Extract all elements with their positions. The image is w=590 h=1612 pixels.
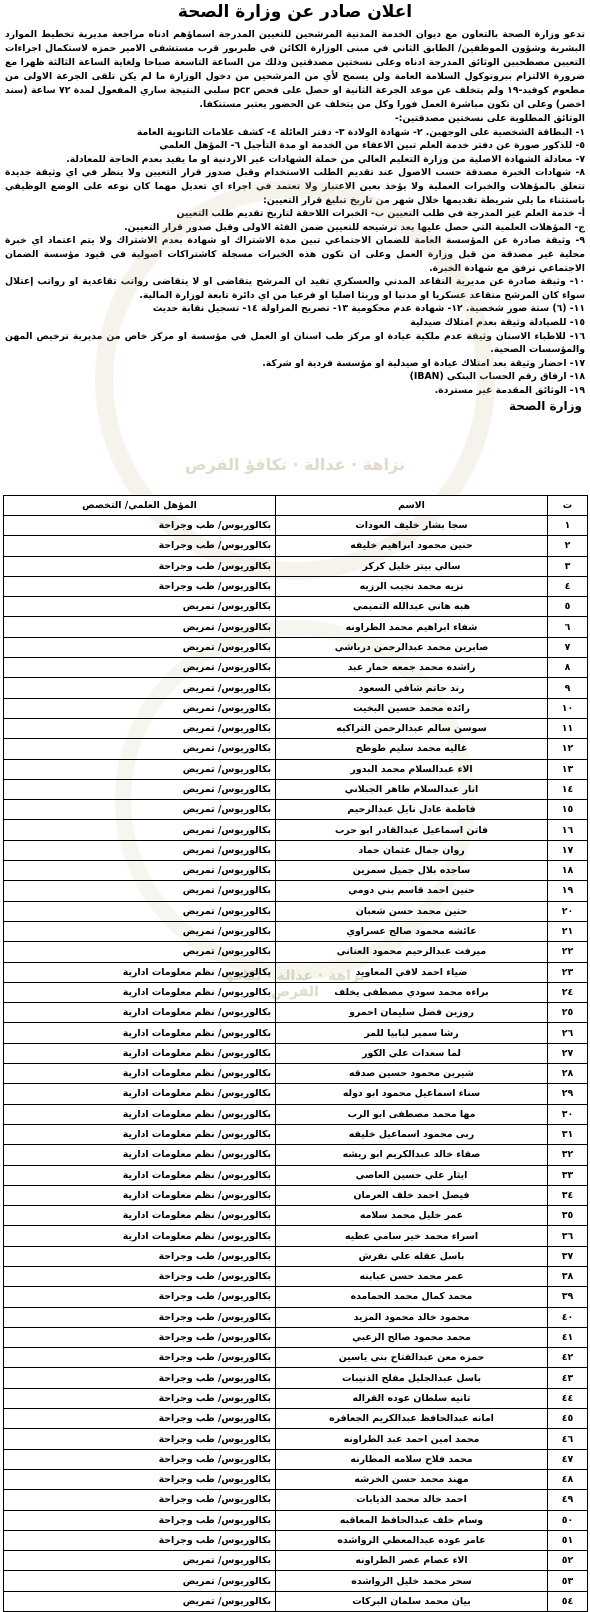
table-row [4, 1064, 588, 1084]
candidate-qualification: بكالوريوس/ طب وجراحة [4, 1348, 276, 1368]
table-row [4, 820, 588, 840]
table-row [4, 800, 588, 820]
documents-list [5, 126, 585, 398]
row-number: ٦ [548, 617, 588, 637]
row-number: ٥٢ [548, 1551, 588, 1571]
table-row [4, 1591, 588, 1611]
candidate-name: محمد امين احمد عبد الطراونه [276, 1429, 548, 1449]
document-item: ١٨- ارفاق رقم الحساب البنكي (IBAN) [409, 371, 585, 383]
ministry-label: وزارة الصحة [508, 399, 582, 414]
candidate-qualification: بكالوريوس/ طب وجراحة [4, 576, 276, 596]
row-number: ١٨ [548, 861, 588, 881]
candidate-qualification: بكالوريوس/ نظم معلومات ادارية [4, 1003, 276, 1023]
candidates-table [3, 495, 588, 1612]
candidate-name: غاليه محمد سليم طوطح [276, 739, 548, 759]
table-row [4, 739, 588, 759]
document-item: ١٠- وثيقة صادرة عن مديرية التقاعد المدني والعسكري تفيد ان المرشح يتقاضى او لا يتقاضى رواتب تقاعدية او رواتب إعتلال سواء كان المرشح متقاعد عسكريا او مدنيا او وريثا اصليا او فرعيا من اي دائرة تابعة لوزارة المالية. [5, 276, 585, 301]
candidate-qualification: بكالوريوس/ نظم معلومات ادارية [4, 1165, 276, 1185]
candidate-qualification: بكالوريوس/ طب وجراحة [4, 1246, 276, 1266]
table-row [4, 779, 588, 799]
table-row [4, 576, 588, 596]
candidate-name: عائشه محمود صالح عسراوي [276, 921, 548, 941]
document-item: ٩- وثيقة صادرة عن المؤسسة العامة للضمان الاجتماعي تبين مدة الاشتراك او شهادة بعدم الاشتراك ولا يتم اعتماد اي خبرة محلية غير مصدقة من قبل وزارة العمل وعلى ان تكون هذه الخبرات مسجلة كاشتراكات اصولية في قيود مؤسسة الضمان الاجتماعي ترفق مع شهادة الخبرة. [5, 235, 585, 274]
table-row [4, 1469, 588, 1489]
candidate-qualification: بكالوريوس/ تمريض [4, 617, 276, 637]
row-number: ٣٠ [548, 1104, 588, 1124]
row-number: ١٦ [548, 820, 588, 840]
row-number: ٩ [548, 678, 588, 698]
candidate-name: لما سعدات علي الكور [276, 1043, 548, 1063]
candidate-qualification: بكالوريوس/ تمريض [4, 718, 276, 738]
candidate-qualification: بكالوريوس/ تمريض [4, 779, 276, 799]
candidate-name: سالي بيتر خليل كركر [276, 556, 548, 576]
table-row [4, 942, 588, 962]
row-number: ١ [548, 516, 588, 536]
table-row [4, 1206, 588, 1226]
row-number: ٤٧ [548, 1449, 588, 1469]
document-item: ٥- للذكور صورة عن دفتر خدمة العلم تبين الاعفاء من الخدمة او مدة التأجيل ٦- المؤهل العلمي [159, 140, 585, 152]
candidate-name: باسل عبدالجليل مفلح الذنيبات [276, 1368, 548, 1388]
candidate-qualification: بكالوريوس/ نظم معلومات ادارية [4, 1043, 276, 1063]
candidate-name: محمد فلاح سلامه المطارنه [276, 1449, 548, 1469]
row-number: ٤٥ [548, 1409, 588, 1429]
candidate-qualification: بكالوريوس/ تمريض [4, 739, 276, 759]
table-row [4, 901, 588, 921]
candidate-name: حنين احمد قاسم بني دومي [276, 881, 548, 901]
row-number: ٣٣ [548, 1165, 588, 1185]
candidate-name: براءه محمد سودي مصطفى يخلف [276, 982, 548, 1002]
row-number: ٢٥ [548, 1003, 588, 1023]
intro-paragraph: تدعو وزارة الصحة بالتعاون مع ديوان الخدمة المدنية المرشحين للتعيين المدرجة اسماؤهم ادناه مراجعة مديرية تخطيط الموارد البشرية وشؤون الموظفين/ الطابق الثاني في مبنى الوزارة الكائن في طبربور قرب مستشفى الامير حمزه لاستكمال اجراءات التعيين مصطحبين الوثائق المدرجة ادناه وعلى نسختين مصدقتين وذلك من الساعة التاسعة صباحا ولغاية الساعة الثالثة ظهرا مع ضرورة الالتزام ببروتوكول السلامة العامة ولن يسمح لأي من المرشحين من دخول الوزارة ما لم يكن تلقى الجرعة الاولى من مطعوم كوفيد-١٩ ولم يتخلف عن موعد الجرعة الثانية او حصل على فحص pcr سلبي النتيجة ساري المفعول لمدة ٧٢ ساعة (سند اخضر) وعلى ان تكون مباشرة العمل فورا وكل من يتخلف عن الحضور يعتبر مستنكفا. [5, 29, 585, 110]
candidate-name: عامر عوده عبدالمعطي الرواشده [276, 1530, 548, 1550]
candidate-qualification: بكالوريوس/ تمريض [4, 678, 276, 698]
candidate-name: انار عبدالسلام طاهر الجبلاني [276, 779, 548, 799]
row-number: ٤٢ [548, 1348, 588, 1368]
candidate-qualification: بكالوريوس/ طب وجراحة [4, 1490, 276, 1510]
candidate-name: الاء عصام عصر الطراونه [276, 1551, 548, 1571]
row-number: ٣٦ [548, 1226, 588, 1246]
row-number: ٢ [548, 536, 588, 556]
candidate-qualification: بكالوريوس/ تمريض [4, 800, 276, 820]
candidate-qualification: بكالوريوس/ تمريض [4, 637, 276, 657]
required-documents [5, 112, 585, 397]
table-row [4, 637, 588, 657]
candidate-qualification: بكالوريوس/ نظم معلومات ادارية [4, 1104, 276, 1124]
candidate-name: حنين محمد حسن شعبان [276, 901, 548, 921]
candidate-name: رشا سمير لبابيا للمر [276, 1023, 548, 1043]
watermark-slogan: نزاهة · عدالة · تكافؤ الفرص [185, 455, 405, 474]
candidate-qualification: بكالوريوس/ طب وجراحة [4, 1449, 276, 1469]
table-row [4, 861, 588, 881]
table-row [4, 1104, 588, 1124]
table-row [4, 556, 588, 576]
row-number: ٢٢ [548, 942, 588, 962]
row-number: ٨ [548, 658, 588, 678]
candidate-name: الاء عبدالسلام محمد البدور [276, 759, 548, 779]
candidate-qualification: بكالوريوس/ طب وجراحة [4, 1510, 276, 1530]
candidate-name: مها محمد مصطفى ابو الرب [276, 1104, 548, 1124]
candidate-name: رند حاتم شافي السعود [276, 678, 548, 698]
row-number: ٣٢ [548, 1145, 588, 1165]
candidate-qualification: بكالوريوس/ طب وجراحة [4, 1388, 276, 1408]
candidate-name: صابرين محمد عبدالرحمن درباشي [276, 637, 548, 657]
table-row [4, 1226, 588, 1246]
candidate-qualification: بكالوريوس/ نظم معلومات ادارية [4, 1185, 276, 1205]
candidate-qualification: بكالوريوس/ تمريض [4, 698, 276, 718]
table-row [4, 1307, 588, 1327]
row-number: ٢٦ [548, 1023, 588, 1043]
table-row [4, 921, 588, 941]
row-number: ٤٦ [548, 1429, 588, 1449]
table-row [4, 1327, 588, 1347]
candidate-name: فاطمة عادل نايل عبدالرحيم [276, 800, 548, 820]
row-number: ١١ [548, 718, 588, 738]
table-row [4, 1510, 588, 1530]
candidate-name: سجا بشار خليف العودات [276, 516, 548, 536]
candidate-name: امانه عبدالحافظ عبدالكريم الجعافره [276, 1409, 548, 1429]
candidate-qualification: بكالوريوس/ تمريض [4, 881, 276, 901]
candidate-name: رائده محمد حسين البخيت [276, 698, 548, 718]
candidate-name: ضياء احمد لافي المعاويد [276, 962, 548, 982]
document-item: ١١- (٦) ستة صور شخصية. ١٢- شهادة عدم محكومية ١٣- تصريح المزاولة ١٤- تسجيل نقابة حديث [152, 303, 585, 315]
document-item: ٨- شهادات الخبرة مصدقة حسب الاصول عند تقديم الطلب الاستخدام وقبل صدور قرار التعيين ولا ينظر في اي وثيقة جديدة تتعلق بالمؤهلات والخبرات العملية ولا يؤخذ بعين الاعتبار ولا تعتمد في اجراء اي تعديل مهما كان نوعه على الوضع الوظيفي باستثناء ما يلي شريطة تقديمها خلال شهر من تاريخ تبليغ قرار التعيين: [5, 167, 585, 206]
row-number: ٥٤ [548, 1591, 588, 1611]
candidate-qualification: بكالوريوس/ تمريض [4, 901, 276, 921]
document-item: ١٥- للصيادلة وثيقة بعدم امتلاك صيدلية [410, 316, 585, 328]
row-number: ٢٣ [548, 962, 588, 982]
header-qualification: المؤهل العلمي/ التخصص [4, 496, 276, 516]
candidate-name: سحر محمد خليل الرواشده [276, 1571, 548, 1591]
candidate-name: وسام خلف عبدالحافظ المعاقبه [276, 1510, 548, 1530]
candidate-qualification: بكالوريوس/ طب وجراحة [4, 1327, 276, 1347]
row-number: ٥ [548, 597, 588, 617]
row-number: ٤٩ [548, 1490, 588, 1510]
candidate-qualification: بكالوريوس/ تمريض [4, 1551, 276, 1571]
candidate-name: محمد محمود صالح الزعبي [276, 1327, 548, 1347]
candidate-qualification: بكالوريوس/ تمريض [4, 861, 276, 881]
row-number: ١٩ [548, 881, 588, 901]
table-row [4, 1530, 588, 1550]
table-row [4, 1348, 588, 1368]
table-row [4, 617, 588, 637]
row-number: ٣١ [548, 1124, 588, 1144]
table-row [4, 1145, 588, 1165]
candidate-qualification: بكالوريوس/ نظم معلومات ادارية [4, 1124, 276, 1144]
candidate-qualification: بكالوريوس/ نظم معلومات ادارية [4, 1084, 276, 1104]
table-row [4, 881, 588, 901]
row-number: ٤١ [548, 1327, 588, 1347]
candidate-qualification: بكالوريوس/ طب وجراحة [4, 1530, 276, 1550]
header-name: الاسم [276, 496, 548, 516]
row-number: ٢٠ [548, 901, 588, 921]
table-row [4, 1266, 588, 1286]
table-row [4, 1023, 588, 1043]
watermark-slogan-2: نزاهة · عدالة · تكافؤ الفرص [225, 968, 365, 1000]
candidate-qualification: بكالوريوس/ طب وجراحة [4, 1409, 276, 1429]
document-item: ١٦- للاطباء الاسنان وثيقة عدم ملكية عيادة او مركز طب اسنان او العمل في مؤسسة او مركز خاص من مديرية ترخيص المهن والمؤسسات الصحية. [5, 330, 585, 356]
candidate-name: ربى محمود اسماعيل خليفه [276, 1124, 548, 1144]
table-row [4, 1084, 588, 1104]
candidate-name: روزين فضل سليمان احمرو [276, 1003, 548, 1023]
table-row [4, 718, 588, 738]
row-number: ٣٧ [548, 1246, 588, 1266]
table-row [4, 982, 588, 1002]
row-number: ٧ [548, 637, 588, 657]
candidate-qualification: بكالوريوس/ طب وجراحة [4, 536, 276, 556]
candidate-qualification: بكالوريوس/ نظم معلومات ادارية [4, 1064, 276, 1084]
candidate-qualification: بكالوريوس/ نظم معلومات ادارية [4, 1206, 276, 1226]
table-row [4, 1165, 588, 1185]
candidate-name: ساجده بلال جميل سمرين [276, 861, 548, 881]
page-title: اعلان صادر عن وزارة الصحة [177, 2, 413, 22]
documents-heading: الوثائق المطلوبة على نسختين مصدقتين:- [394, 113, 585, 124]
row-number: ٤ [548, 576, 588, 596]
candidate-qualification: بكالوريوس/ طب وجراحة [4, 516, 276, 536]
row-number: ٤٠ [548, 1307, 588, 1327]
row-number: ٣٥ [548, 1206, 588, 1226]
candidate-qualification: بكالوريوس/ تمريض [4, 1591, 276, 1611]
document-item: ١٩- الوثائق المقدمة غير مستردة. [434, 384, 585, 396]
candidate-name: حنين محمود ابراهيم خليفه [276, 536, 548, 556]
row-number: ٣٩ [548, 1287, 588, 1307]
candidate-qualification: بكالوريوس/ طب وجراحة [4, 1469, 276, 1489]
table-row [4, 536, 588, 556]
document-item: ٧- معادلة الشهادة الاصلية من وزارة التعليم العالي من حملة الشهادات غير الاردنية او ما يفيد بعدم الحاجة للمعادلة. [66, 153, 585, 165]
candidate-qualification: بكالوريوس/ تمريض [4, 597, 276, 617]
row-number: ٥٣ [548, 1571, 588, 1591]
candidate-name: احمد خالد محمد الذيابات [276, 1490, 548, 1510]
table-row [4, 1003, 588, 1023]
candidate-qualification: بكالوريوس/ تمريض [4, 820, 276, 840]
row-number: ١٧ [548, 840, 588, 860]
candidate-qualification: بكالوريوس/ تمريض [4, 840, 276, 860]
candidate-qualification: بكالوريوس/ نظم معلومات ادارية [4, 1226, 276, 1246]
candidate-name: مهند محمد حسن الخرشه [276, 1469, 548, 1489]
row-number: ١٤ [548, 779, 588, 799]
row-number: ٤٤ [548, 1388, 588, 1408]
table-row [4, 698, 588, 718]
candidate-name: بيان محمد سلمان البركات [276, 1591, 548, 1611]
candidate-name: راشده محمد جمعه حمار عبد [276, 658, 548, 678]
candidate-qualification: بكالوريوس/ تمريض [4, 1571, 276, 1591]
candidate-name: صفاء خالد عبدالكريم ابو ريشه [276, 1145, 548, 1165]
candidate-name: عمر خليل محمد سلامه [276, 1206, 548, 1226]
candidate-name: محمد كمال محمد الحمامده [276, 1287, 548, 1307]
row-number: ١٥ [548, 800, 588, 820]
table-row [4, 1429, 588, 1449]
candidate-qualification: بكالوريوس/ نظم معلومات ادارية [4, 1023, 276, 1043]
candidate-qualification: بكالوريوس/ طب وجراحة [4, 1429, 276, 1449]
candidate-name: فيصل احمد خلف العرمان [276, 1185, 548, 1205]
candidate-name: هبه هاني عبدالله التميمي [276, 597, 548, 617]
document-item: ١- البطاقة الشخصية على الوجهين. ٢- شهادة الولادة ٣- دفتر العائلة ٤- كشف علامات الثانوية العامة [136, 126, 585, 138]
table-row [4, 1409, 588, 1429]
row-number: ٢٨ [548, 1064, 588, 1084]
table-row [4, 759, 588, 779]
candidate-name: فاتن اسماعيل عبدالقادر ابو حرب [276, 820, 548, 840]
candidate-qualification: بكالوريوس/ تمريض [4, 658, 276, 678]
row-number: ٢٧ [548, 1043, 588, 1063]
table-row [4, 516, 588, 536]
candidate-name: سوسن سالم عبدالرحمن التراكيه [276, 718, 548, 738]
row-number: ٤٣ [548, 1368, 588, 1388]
header-number: ت [548, 496, 588, 516]
candidate-name: سناء اسماعيل محمود ابو دوله [276, 1084, 548, 1104]
candidate-qualification: بكالوريوس/ تمريض [4, 921, 276, 941]
candidate-name: محمود خالد محمود المزيد [276, 1307, 548, 1327]
candidate-qualification: بكالوريوس/ تمريض [4, 942, 276, 962]
table-header-row [4, 496, 588, 516]
table-row [4, 1368, 588, 1388]
row-number: ٢١ [548, 921, 588, 941]
candidate-name: عمر محمد حسن عبابنه [276, 1266, 548, 1286]
table-row [4, 658, 588, 678]
table-row [4, 1246, 588, 1266]
candidate-qualification: بكالوريوس/ طب وجراحة [4, 1287, 276, 1307]
candidate-name: ايثار علي حسين العاصي [276, 1165, 548, 1185]
document-item: ج- المؤهلات العلمية التي حصل عليها بعد ترشيحه للتعيين ضمن الفئة الاولى وقبل صدور قرار التعيين. [124, 221, 585, 233]
candidate-name: ميرفت عبدالرحيم محمود العناني [276, 942, 548, 962]
table-row [4, 840, 588, 860]
candidate-name: اسراء محمد خير سامي عطيه [276, 1226, 548, 1246]
candidate-name: روان جمال عثمان حماد [276, 840, 548, 860]
row-number: ١٠ [548, 698, 588, 718]
candidate-name: شيرين محمود حسين صدقه [276, 1064, 548, 1084]
table-row [4, 678, 588, 698]
document-item: ١٧- احضار وثيقة بعد امتلاك عيادة او صيدلية او مؤسسة فردية او شركة. [262, 357, 585, 369]
document-item: أ- خدمة العلم غير المدرجة في طلب التعيين ب- الخبرات اللاحقة لتاريخ تقديم طلب التعيين [176, 208, 585, 220]
row-number: ٣٤ [548, 1185, 588, 1205]
row-number: ٥١ [548, 1530, 588, 1550]
table-row [4, 597, 588, 617]
row-number: ١٢ [548, 739, 588, 759]
table-row [4, 1124, 588, 1144]
candidate-name: نزيه محمد نجيب الرزيه [276, 576, 548, 596]
row-number: ٥٠ [548, 1510, 588, 1530]
candidate-qualification: بكالوريوس/ تمريض [4, 759, 276, 779]
table-row [4, 1490, 588, 1510]
table-row [4, 1043, 588, 1063]
row-number: ٢٩ [548, 1084, 588, 1104]
candidate-name: تانيه سلطان عوده القراله [276, 1388, 548, 1408]
candidate-qualification: بكالوريوس/ طب وجراحة [4, 1368, 276, 1388]
table-row [4, 1388, 588, 1408]
candidate-qualification: بكالوريوس/ طب وجراحة [4, 1266, 276, 1286]
candidate-name: شفاء ابراهيم محمد الطراونه [276, 617, 548, 637]
table-row [4, 1185, 588, 1205]
table-row [4, 1287, 588, 1307]
candidate-qualification: بكالوريوس/ نظم معلومات ادارية [4, 1145, 276, 1165]
candidate-qualification: بكالوريوس/ طب وجراحة [4, 556, 276, 576]
candidate-name: حمزه معن عبدالفتاح بني ياسين [276, 1348, 548, 1368]
candidate-qualification: بكالوريوس/ طب وجراحة [4, 1307, 276, 1327]
row-number: ١٣ [548, 759, 588, 779]
table-row [4, 962, 588, 982]
candidate-name: باسل عقله علي نقرش [276, 1246, 548, 1266]
row-number: ٣ [548, 556, 588, 576]
row-number: ٤٨ [548, 1469, 588, 1489]
candidate-qualification: بكالوريوس/ نظم معلومات ادارية [4, 982, 276, 1002]
candidate-qualification: بكالوريوس/ نظم معلومات ادارية [4, 962, 276, 982]
table-row [4, 1449, 588, 1469]
row-number: ٢٤ [548, 982, 588, 1002]
row-number: ٣٨ [548, 1266, 588, 1286]
table-row [4, 1571, 588, 1591]
